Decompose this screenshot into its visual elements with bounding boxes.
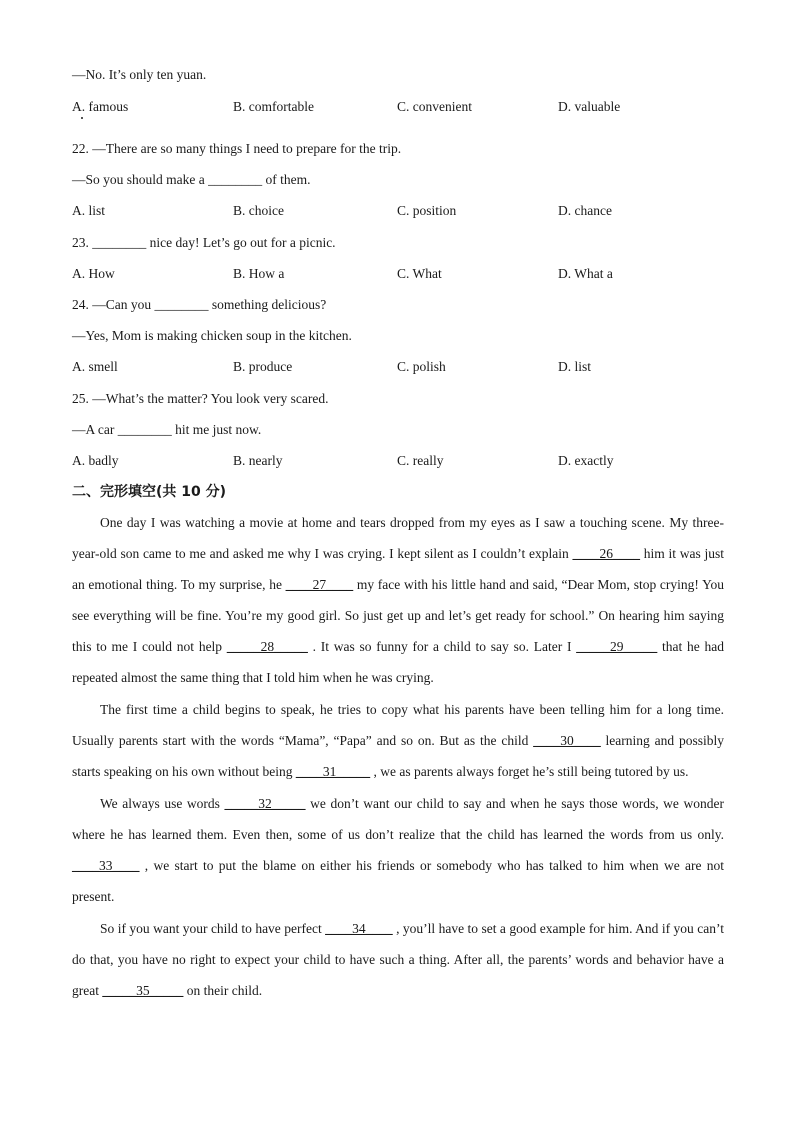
q25-options — [72, 452, 732, 470]
q25-option-c[interactable]: C. really — [397, 453, 444, 468]
q24-option-d[interactable]: D. list — [558, 359, 592, 374]
paragraph-text: we don’t want our child to say and when he says those words, we wonder where he has learned them. Even then, some of us don’t realize that the child has learned the words from us only. — [72, 796, 725, 842]
paragraph-text: The first time a child begins to speak, he tries to copy what his parents have been telling him for a long time. Usually parents start with the words “Mama”, “Papa” and so on. But as the child — [72, 702, 724, 748]
q25-line2: —A car ________ hit me just now. — [72, 422, 262, 437]
q25-stem: 25. —What’s the matter? You look very scared. — [72, 391, 329, 406]
q22-option-b[interactable]: B. choice — [233, 203, 284, 218]
paragraph-text: that he had repeated almost the same thing that I told him when he was crying. — [72, 639, 724, 685]
blank-28[interactable]: _____28_____ — [226, 639, 308, 654]
blank-33[interactable]: ____33____ — [72, 858, 140, 873]
q21-option-b[interactable]: B. comfortable — [233, 99, 314, 114]
q24-options — [72, 358, 732, 376]
cloze-paragraph-2 — [72, 694, 724, 787]
q23-option-b[interactable]: B. How a — [233, 266, 285, 281]
q21-option-c[interactable]: C. convenient — [397, 99, 472, 114]
q23-option-d[interactable]: D. What a — [558, 266, 613, 281]
q24-option-c[interactable]: C. polish — [397, 359, 446, 374]
paragraph-text: So if you want your child to have perfect — [100, 921, 326, 936]
q21-answer-line: —No. It’s only ten yuan. — [72, 67, 207, 82]
blank-29[interactable]: _____29_____ — [576, 639, 658, 654]
paragraph-text: , we as parents always forget he’s still being tutored by us. — [370, 764, 689, 779]
blank-30[interactable]: ____30____ — [533, 733, 601, 748]
q24-stem: 24. —Can you ________ something delicious? — [72, 297, 327, 312]
q25-option-d[interactable]: D. exactly — [558, 453, 614, 468]
cloze-paragraph-3 — [72, 788, 724, 912]
stray-mark — [81, 117, 83, 119]
q24-option-a[interactable]: A. smell — [72, 359, 118, 374]
q24-option-b[interactable]: B. produce — [233, 359, 293, 374]
q21-options — [72, 98, 732, 116]
blank-35[interactable]: _____35_____ — [102, 983, 184, 998]
section-heading: 二、完形填空(共 10 分) — [72, 484, 227, 500]
q21-option-a[interactable]: A. famous — [72, 99, 129, 114]
paragraph-text: him it was just an emotional thing. To my surprise, he — [72, 546, 724, 592]
paragraph-text: learning and possibly starts speaking on his own without being — [72, 733, 724, 779]
blank-31[interactable]: ____31_____ — [295, 764, 371, 779]
q23-stem: 23. ________ nice day! Let’s go out for a picnic. — [72, 235, 336, 250]
q22-options — [72, 202, 732, 220]
paragraph-text: , you’ll have to set a good example for him. And if you can’t do that, you have no right to expect your child to have such a thing. After all, the parents’ words and behavior have a great — [72, 921, 724, 998]
paragraph-text: We always use words — [100, 796, 225, 811]
blank-26[interactable]: ____26____ — [572, 546, 641, 561]
blank-32[interactable]: _____32_____ — [224, 796, 306, 811]
paragraph-text: . It was so funny for a child to say so. Later I — [307, 639, 577, 654]
paragraph-text: my face with his little hand and said, “Dear Mom, stop crying! You see everything will be fine. You’re my good girl. So just get up and let’s get ready for school.” On hearing him saying this to me I could not help — [72, 577, 724, 654]
q22-option-c[interactable]: C. position — [397, 203, 457, 218]
cloze-paragraph-1 — [72, 507, 724, 693]
q22-option-d[interactable]: D. chance — [558, 203, 612, 218]
blank-34[interactable]: ____34____ — [325, 921, 393, 936]
q25-option-a[interactable]: A. badly — [72, 453, 119, 468]
q23-options — [72, 265, 732, 283]
q21-option-d[interactable]: D. valuable — [558, 99, 621, 114]
q23-option-c[interactable]: C. What — [397, 266, 442, 281]
q22-line2: —So you should make a ________ of them. — [72, 172, 311, 187]
q25-option-b[interactable]: B. nearly — [233, 453, 283, 468]
blank-27[interactable]: ____27____ — [285, 577, 354, 592]
q23-option-a[interactable]: A. How — [72, 266, 115, 281]
q22-stem: 22. —There are so many things I need to prepare for the trip. — [72, 141, 402, 156]
q22-option-a[interactable]: A. list — [72, 203, 106, 218]
paragraph-text: on their child. — [183, 983, 263, 998]
paragraph-text: One day I was watching a movie at home and tears dropped from my eyes as I saw a touching scene. My three-year-old son came to me and asked me why I was crying. I kept silent as I couldn’t explain — [72, 515, 724, 561]
q24-line2: —Yes, Mom is making chicken soup in the kitchen. — [72, 328, 352, 343]
cloze-paragraph-4 — [72, 913, 724, 1006]
paragraph-text: , we start to put the blame on either his friends or somebody who has talked to him when we are not present. — [72, 858, 724, 904]
